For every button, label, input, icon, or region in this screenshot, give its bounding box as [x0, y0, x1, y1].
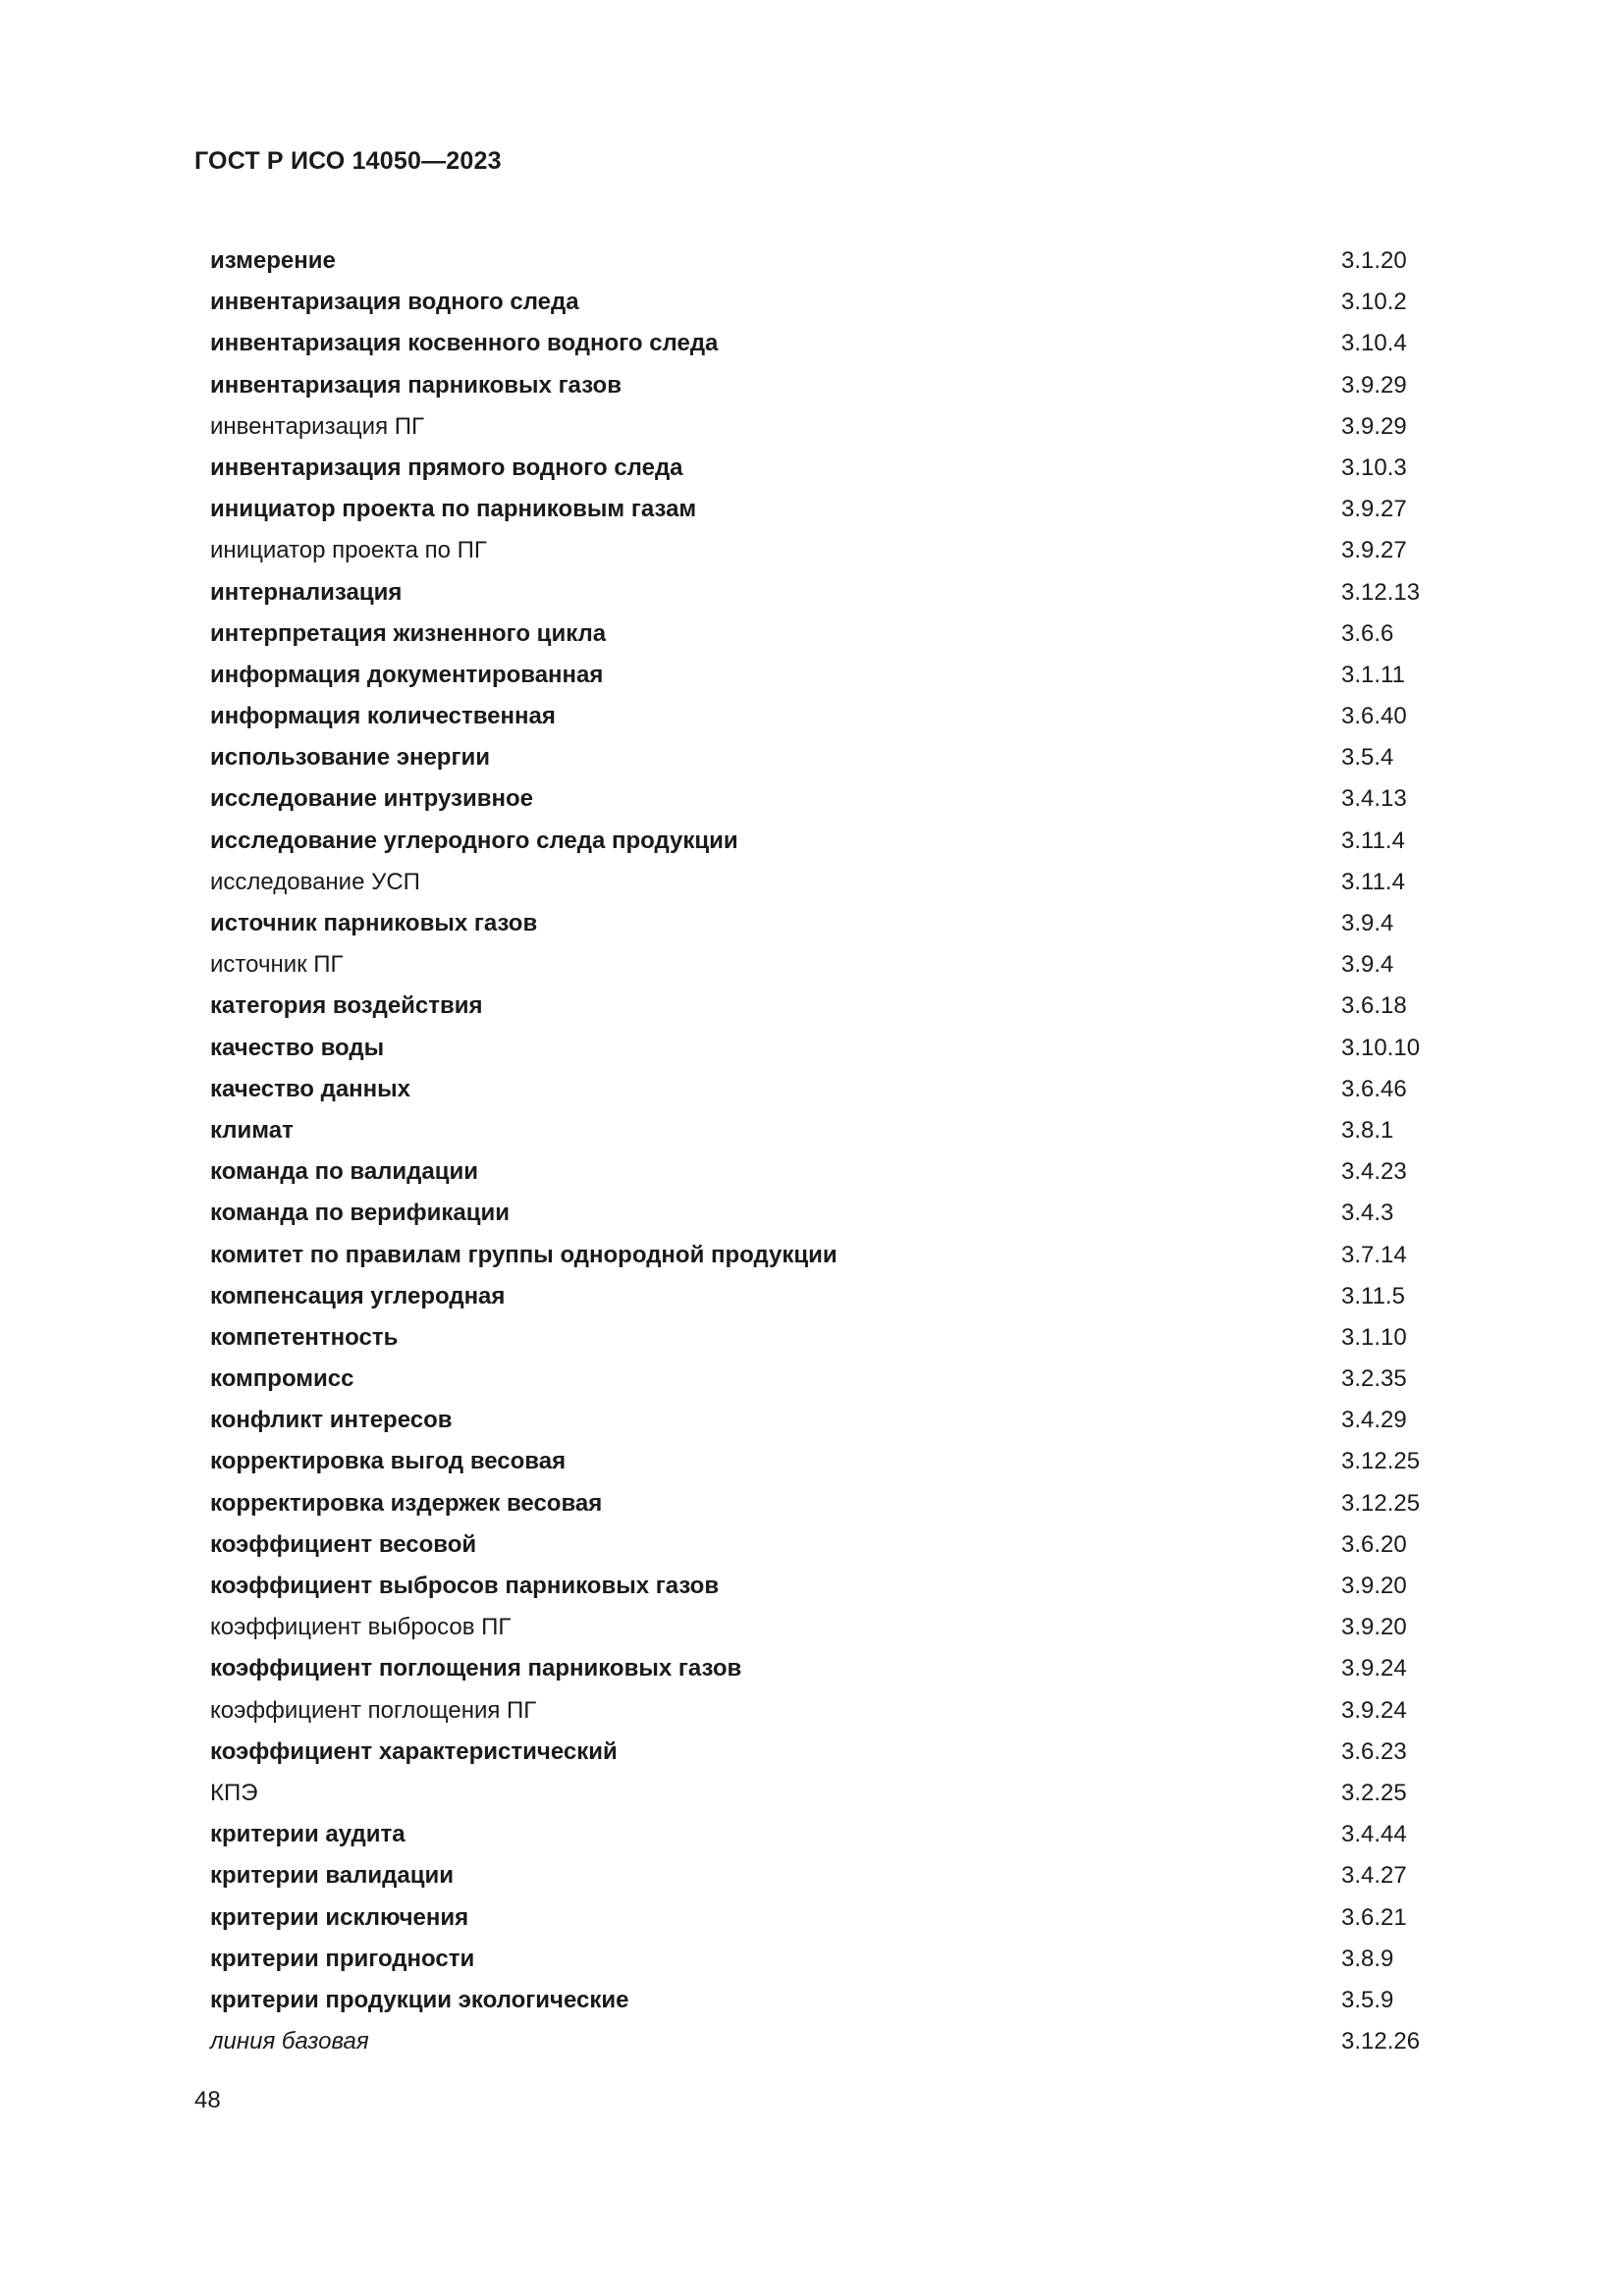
index-entry — [210, 1773, 1437, 1814]
index-reference: 3.1.10 — [1341, 1323, 1407, 1351]
index-reference: 3.1.20 — [1341, 247, 1407, 274]
index-reference: 3.2.35 — [1341, 1365, 1407, 1393]
index-term: критерии валидации — [210, 1862, 454, 1890]
index-entry — [210, 240, 1437, 282]
index-term: использование энергии — [210, 744, 490, 772]
index-entry — [210, 944, 1437, 986]
index-term: компромисс — [210, 1365, 354, 1393]
index-term: инициатор проекта по ПГ — [210, 537, 487, 564]
document-header: ГОСТ Р ИСО 14050—2023 — [194, 147, 502, 175]
index-term: компетентность — [210, 1323, 399, 1351]
index-reference: 3.5.9 — [1341, 1986, 1394, 2013]
index-reference: 3.1.11 — [1341, 661, 1405, 688]
index-entry — [210, 614, 1437, 655]
index-term: измерение — [210, 247, 336, 274]
index-entry — [210, 1317, 1437, 1359]
index-entry — [210, 1732, 1437, 1773]
index-entry — [210, 1400, 1437, 1441]
index-term: корректировка выгод весовая — [210, 1448, 567, 1475]
index-entry — [210, 282, 1437, 323]
index-reference: 3.12.25 — [1341, 1489, 1421, 1517]
index-entry — [210, 1566, 1437, 1607]
index-term: линия базовая — [210, 2028, 369, 2056]
index-reference: 3.8.9 — [1341, 1945, 1394, 1972]
index-reference: 3.4.13 — [1341, 785, 1407, 813]
index-term: инициатор проекта по парниковым газам — [210, 496, 697, 523]
index-entry — [210, 862, 1437, 903]
index-reference: 3.9.20 — [1341, 1573, 1407, 1599]
index-reference: 3.6.6 — [1341, 619, 1394, 647]
index-entry — [210, 655, 1437, 696]
index-term: КПЭ — [210, 1779, 258, 1806]
index-entry — [210, 1235, 1437, 1276]
index-reference: 3.12.26 — [1341, 2028, 1421, 2056]
index-entry — [210, 323, 1437, 364]
index-entry — [210, 778, 1437, 820]
alphabetical-index — [210, 240, 1437, 2062]
index-entry — [210, 572, 1437, 614]
index-entry — [210, 489, 1437, 530]
index-reference: 3.6.20 — [1341, 1530, 1407, 1558]
index-reference: 3.9.29 — [1341, 371, 1407, 399]
index-term: инвентаризация косвенного водного следа — [210, 330, 719, 357]
index-reference: 3.11.4 — [1341, 827, 1405, 854]
index-term: качество воды — [210, 1034, 385, 1061]
index-reference: 3.6.23 — [1341, 1737, 1407, 1765]
index-entry — [210, 2021, 1437, 2062]
index-term: коэффициент выбросов парниковых газов — [210, 1573, 720, 1599]
index-term: интерпретация жизненного цикла — [210, 619, 607, 647]
index-reference: 3.6.18 — [1341, 992, 1407, 1020]
index-term: критерии пригодности — [210, 1945, 475, 1972]
index-reference: 3.2.25 — [1341, 1779, 1407, 1806]
index-term: коэффициент поглощения ПГ — [210, 1696, 537, 1724]
index-entry — [210, 1897, 1437, 1939]
index-entry — [210, 1939, 1437, 1980]
index-entry — [210, 1483, 1437, 1524]
index-reference: 3.10.10 — [1341, 1034, 1421, 1061]
index-term: инвентаризация водного следа — [210, 289, 579, 316]
index-entry — [210, 1359, 1437, 1400]
index-reference: 3.5.4 — [1341, 744, 1394, 772]
index-term: инвентаризация прямого водного следа — [210, 454, 683, 481]
index-term: коэффициент поглощения парниковых газов — [210, 1655, 742, 1682]
index-term: исследование интрузивное — [210, 785, 533, 813]
index-reference: 3.4.27 — [1341, 1862, 1407, 1890]
index-term: коэффициент весовой — [210, 1530, 477, 1558]
index-entry — [210, 530, 1437, 571]
index-term: конфликт интересов — [210, 1407, 453, 1434]
index-entry — [210, 1855, 1437, 1896]
index-term: исследование УСП — [210, 868, 420, 895]
index-reference: 3.7.14 — [1341, 1241, 1407, 1268]
index-term: критерии исключения — [210, 1903, 469, 1931]
index-term: компенсация углеродная — [210, 1282, 506, 1309]
index-entry — [210, 696, 1437, 737]
index-entry — [210, 903, 1437, 944]
index-entry — [210, 1648, 1437, 1689]
index-reference: 3.9.27 — [1341, 537, 1407, 564]
index-entry — [210, 1069, 1437, 1110]
index-term: корректировка издержек весовая — [210, 1489, 603, 1517]
index-reference: 3.8.1 — [1341, 1116, 1394, 1144]
index-reference: 3.9.4 — [1341, 951, 1394, 979]
index-reference: 3.9.20 — [1341, 1614, 1407, 1641]
index-term: комитет по правилам группы однородной продукции — [210, 1241, 838, 1268]
index-reference: 3.10.4 — [1341, 330, 1407, 357]
index-entry — [210, 448, 1437, 489]
page-number: 48 — [194, 2087, 221, 2113]
index-reference: 3.9.27 — [1341, 496, 1407, 523]
index-term: категория воздействия — [210, 992, 483, 1020]
index-entry — [210, 365, 1437, 406]
index-term: инвентаризация парниковых газов — [210, 371, 622, 399]
index-term: информация количественная — [210, 703, 556, 730]
index-entry — [210, 406, 1437, 448]
index-term: источник ПГ — [210, 951, 344, 979]
index-reference: 3.6.40 — [1341, 703, 1407, 730]
index-term: критерии продукции экологические — [210, 1986, 629, 2013]
index-term: климат — [210, 1116, 294, 1144]
index-reference: 3.12.13 — [1341, 578, 1421, 606]
index-reference: 3.4.23 — [1341, 1158, 1407, 1186]
index-entry — [210, 1441, 1437, 1482]
index-reference: 3.10.3 — [1341, 454, 1407, 481]
index-entry — [210, 1524, 1437, 1566]
index-entry — [210, 737, 1437, 778]
index-term: коэффициент характеристический — [210, 1737, 618, 1765]
index-term: критерии аудита — [210, 1821, 406, 1848]
index-reference: 3.11.4 — [1341, 868, 1405, 895]
index-term: информация документированная — [210, 661, 604, 688]
index-reference: 3.6.46 — [1341, 1075, 1407, 1102]
index-entry — [210, 1607, 1437, 1648]
index-term: качество данных — [210, 1075, 411, 1102]
index-entry — [210, 821, 1437, 862]
index-entry — [210, 1980, 1437, 2021]
index-reference: 3.4.29 — [1341, 1407, 1407, 1434]
index-reference: 3.10.2 — [1341, 289, 1407, 316]
index-entry — [210, 1276, 1437, 1317]
index-reference: 3.9.24 — [1341, 1696, 1407, 1724]
index-term: источник парниковых газов — [210, 910, 538, 936]
index-entry — [210, 1028, 1437, 1069]
index-reference: 3.4.3 — [1341, 1200, 1394, 1227]
index-reference: 3.11.5 — [1341, 1282, 1405, 1309]
index-entry — [210, 1690, 1437, 1732]
index-reference: 3.4.44 — [1341, 1821, 1407, 1848]
index-term: команда по верификации — [210, 1200, 510, 1227]
index-entry — [210, 1814, 1437, 1855]
index-term: коэффициент выбросов ПГ — [210, 1614, 512, 1641]
index-entry — [210, 986, 1437, 1027]
index-reference: 3.9.29 — [1341, 412, 1407, 440]
index-reference: 3.6.21 — [1341, 1903, 1407, 1931]
index-term: инвентаризация ПГ — [210, 412, 424, 440]
index-term: интернализация — [210, 578, 403, 606]
index-entry — [210, 1193, 1437, 1234]
index-reference: 3.12.25 — [1341, 1448, 1421, 1475]
index-entry — [210, 1151, 1437, 1193]
index-entry — [210, 1110, 1437, 1151]
index-term: команда по валидации — [210, 1158, 479, 1186]
index-reference: 3.9.24 — [1341, 1655, 1407, 1682]
index-reference: 3.9.4 — [1341, 910, 1394, 936]
index-term: исследование углеродного следа продукции — [210, 827, 738, 854]
